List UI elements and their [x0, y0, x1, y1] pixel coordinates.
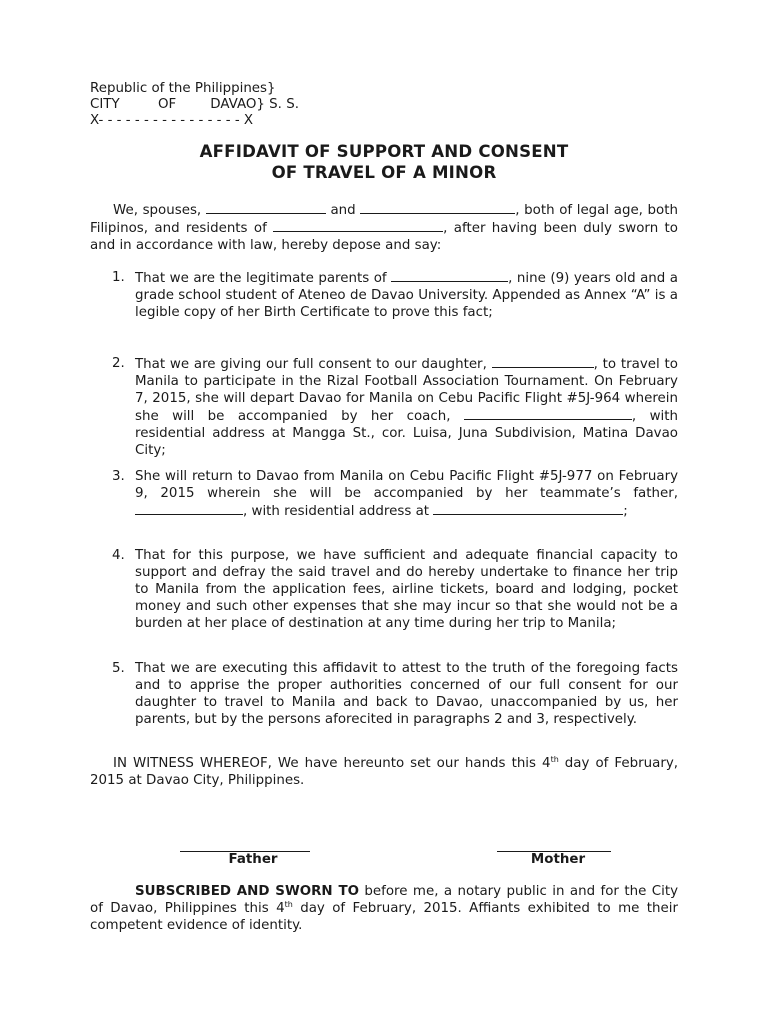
list-item: [90, 660, 678, 728]
jurat-ordinal: th: [284, 900, 293, 909]
daughter-name-blank: [492, 355, 594, 368]
father-signature-label: Father: [228, 852, 278, 867]
item-text: That we are executing this affidavit to attest to the truth of the foregoing facts and to apprise the proper authorities concerned of our full consent for our daughter to travel to Manila and back to Davao, unaccompanied by us, her parents, but by the persons aforecited in paragraphs 2 and 3, respectively.: [135, 661, 678, 727]
venue-line-separator: X- - - - - - - - - - - - - - - - X: [90, 113, 254, 128]
item-text-c: ;: [623, 504, 628, 519]
item-text: [135, 355, 678, 459]
jurat-heading: SUBSCRIBED AND SWORN TO: [135, 884, 359, 899]
item-text: [135, 269, 678, 321]
title-line-1: AFFIDAVIT OF SUPPORT AND CONSENT: [199, 142, 569, 161]
jurat-text-a: before me, a notary public in and for the City of Davao, Philippines this 4: [90, 884, 678, 916]
list-item: [90, 355, 678, 459]
wife-name-blank: [360, 201, 515, 214]
husband-name-blank: [206, 201, 326, 214]
jurat-text-b: day of February, 2015. Affiants exhibited to me their competent evidence of identity.: [90, 901, 678, 933]
intro-text-c: , both of legal age, both Filipinos, and residents of: [90, 203, 678, 236]
item-number: 2.: [112, 356, 125, 371]
venue-line-city: CITY OF DAVAO} S. S.: [90, 97, 299, 112]
witness-ordinal: th: [550, 755, 559, 764]
venue-line-republic: Republic of the Philippines}: [90, 81, 276, 96]
item-number: 4.: [112, 548, 125, 563]
item-number: 1.: [112, 270, 125, 285]
witness-text-a: IN WITNESS WHEREOF, We have hereunto set our hands this 4: [113, 756, 551, 771]
item-text-b: , with residential address at: [243, 504, 430, 519]
document-title: [0, 141, 768, 183]
item-text-a: That we are giving our full consent to our daughter,: [135, 357, 487, 372]
intro-text-a: We, spouses,: [113, 203, 202, 218]
father-address-blank: [433, 502, 623, 515]
item-number: 3.: [112, 469, 125, 484]
list-item: [90, 468, 678, 520]
witness-paragraph: [90, 755, 678, 789]
daughter-name-blank: [391, 269, 508, 282]
coach-name-blank: [464, 407, 632, 420]
intro-text-b: and: [330, 203, 356, 218]
item-text: [135, 468, 678, 520]
item-number: 5.: [112, 661, 125, 676]
list-item: [90, 547, 678, 632]
item-text-a: She will return to Davao from Manila on Cebu Pacific Flight #5J-977 on February 9, 2015 wherein she will be accompanied by her teammate’s father,: [135, 469, 678, 501]
intro-paragraph: [90, 201, 678, 254]
item-text-b: , nine (9) years old and a grade school student of Ateneo de Davao University. Appended as Annex “A” is a legible copy of her Birth Certificate to prove this fact;: [135, 271, 678, 320]
item-text-a: That we are the legitimate parents of: [135, 271, 387, 286]
intro-text-d: , after having been duly sworn to and in accordance with law, hereby depose and say:: [90, 221, 678, 253]
item-text: That for this purpose, we have sufficient and adequate financial capacity to support and defray the said travel and do hereby undertake to finance her trip to Manila from the application fees, airline tickets, board and lodging, pocket money and such other expenses that she may incur so that she would not be a burden at her place of destination at any time during her trip to Manila;: [135, 548, 678, 631]
item-text-b: , to travel to Manila to participate in the Rizal Football Association Tournament. On February 7, 2015, she will depart Davao for Manila on Cebu Pacific Flight #5J-964 wherein she will be accompanied by her coach,: [135, 357, 678, 424]
witness-text-b: day of February, 2015 at Davao City, Philippines.: [90, 756, 679, 788]
title-line-2: OF TRAVEL OF A MINOR: [271, 163, 497, 182]
item-text-c: , with residential address at Mangga St., cor. Luisa, Juna Subdivision, Matina Davao City;: [135, 409, 678, 458]
venue-block: [90, 80, 390, 128]
father-name-blank: [135, 502, 243, 515]
residence-blank: [273, 219, 443, 232]
list-item: [90, 269, 678, 321]
mother-signature-label: Mother: [530, 852, 586, 867]
jurat-paragraph: [90, 883, 678, 934]
